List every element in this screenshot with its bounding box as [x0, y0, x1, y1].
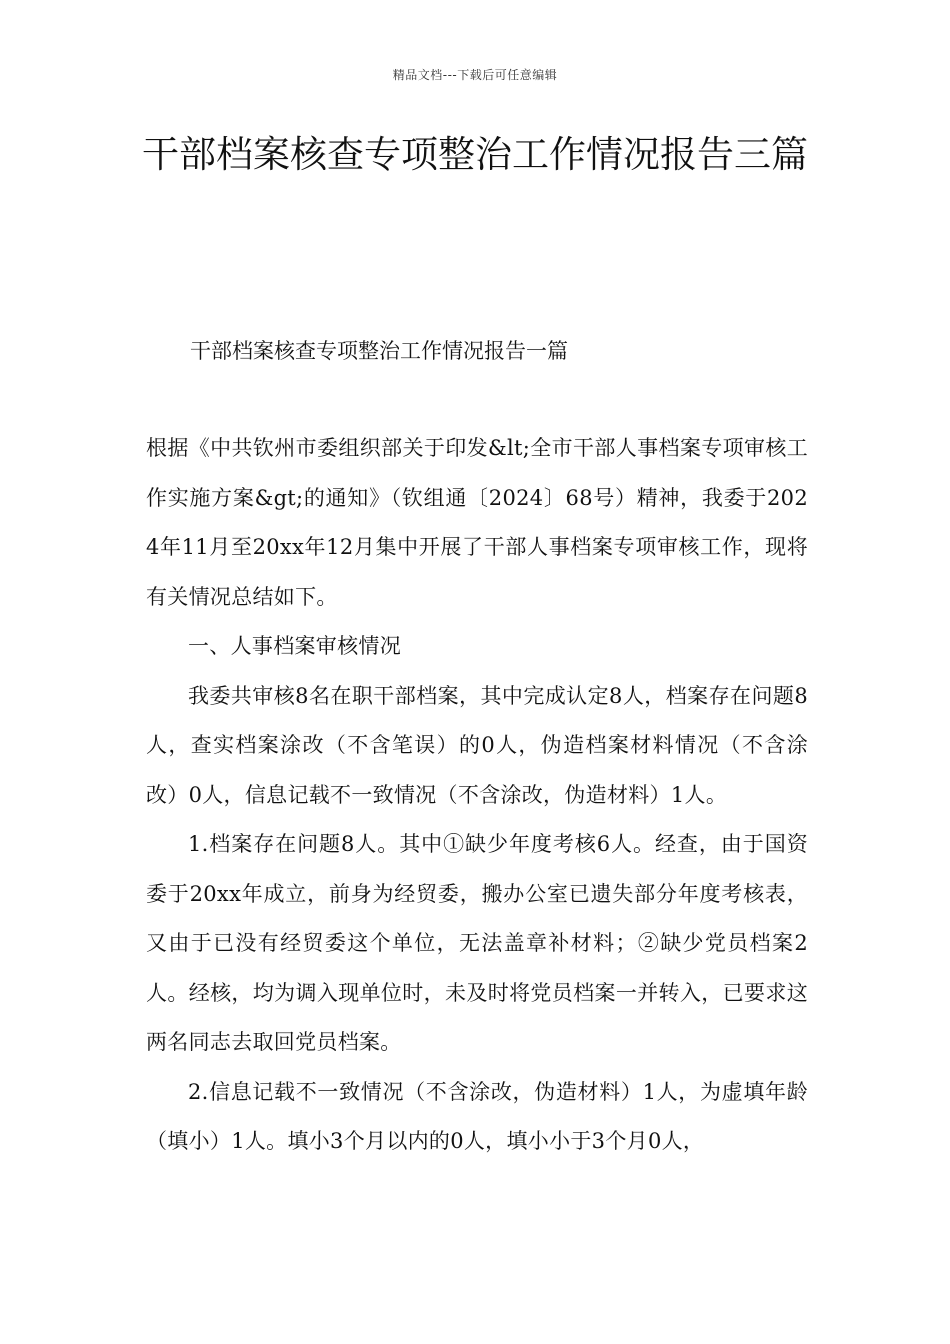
paragraph-item-1: 1.档案存在问题8人。其中①缺少年度考核6人。经查，由于国资委于20xx年成立，前身为经贸委，搬办公室已遗失部分年度考核表，又由于已没有经贸委这个单位，无法盖章补材料；②缺少党员档案2人。经核，均为调入现单位时，未及时将党员档案一并转入，已要求这两名同志去取回党员档案。	[146, 832, 808, 1054]
section-heading: 一、人事档案审核情况	[188, 634, 401, 658]
document-body	[146, 424, 808, 1167]
header-note: 精品文档---下载后可任意编辑	[392, 68, 558, 82]
document-title: 干部档案核查专项整治工作情况报告三篇	[142, 133, 808, 176]
paragraph-review-summary: 我委共审核8名在职干部档案，其中完成认定8人，档案存在问题8人，查实档案涂改（不含笔误）的0人，伪造档案材料情况（不含涂改）0人，信息记载不一致情况（不含涂改，伪造材料）1人。	[146, 683, 808, 807]
paragraph-item-2: 2.信息记载不一致情况（不含涂改，伪造材料）1人，为虚填年龄（填小）1人。填小3个月以内的0人，填小小于3个月0人，	[146, 1079, 808, 1153]
section-subtitle: 干部档案核查专项整治工作情况报告一篇	[190, 339, 568, 363]
paragraph-intro: 根据《中共钦州市委组织部关于印发&lt;全市干部人事档案专项审核工作实施方案&gt;的通知》（钦组通〔2024〕68号）精神，我委于2024年11月至20xx年12月集中开展了干部人事档案专项审核工作，现将有关情况总结如下。	[146, 436, 808, 609]
